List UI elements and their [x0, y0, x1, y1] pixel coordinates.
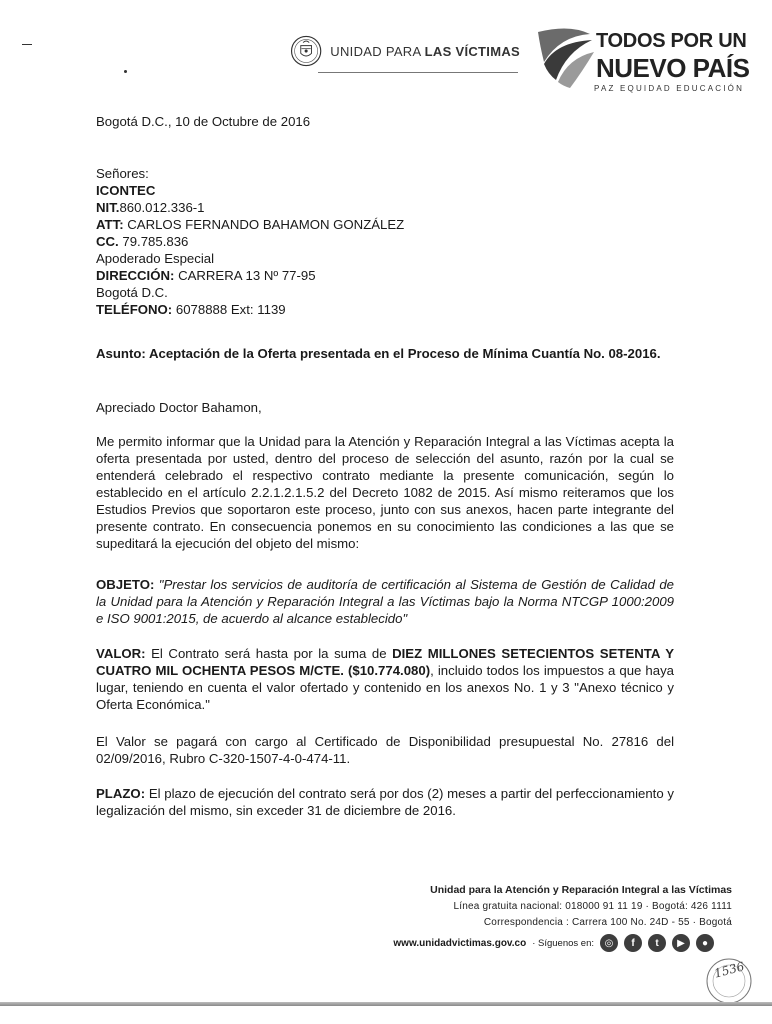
company-text: ICONTEC [96, 183, 156, 198]
cc-line [96, 233, 404, 250]
phone-line [96, 301, 404, 318]
role-line: Apoderado Especial [96, 251, 215, 266]
nit-value: 860.012.336-1 [119, 200, 205, 215]
unidad-bold: LAS VÍCTIMAS [424, 43, 520, 59]
footer-hotline: Línea gratuita nacional: 018000 91 11 19 · Bogotá: 426 1111 [453, 901, 732, 912]
unidad-prefix: UNIDAD PARA [330, 43, 425, 59]
youtube-icon[interactable]: ▶ [672, 934, 690, 952]
plazo-label: PLAZO: [96, 786, 146, 801]
paragraph-plazo [96, 785, 674, 819]
valor-amount: DIEZ MILLONES SETECIENTOS SETENTA Y CUATRO MIL OCHENTA PESOS M/CTE. ($10.774.080) [96, 646, 674, 678]
subject-line [96, 345, 661, 362]
company-name [96, 182, 404, 199]
paragraph-objeto [96, 576, 674, 627]
footer-url[interactable]: www.unidadvictimas.gov.co [393, 937, 527, 949]
scan-edge [0, 1002, 772, 1006]
phone-label: TELÉFONO: [96, 302, 173, 317]
att-value: CARLOS FERNANDO BAHAMON GONZÁLEZ [123, 217, 405, 232]
objeto-label: OBJETO: [96, 577, 155, 592]
todos-subtitle: PAZ EQUIDAD EDUCACIÓN [594, 84, 745, 93]
unidad-victimas-logo [290, 26, 520, 76]
objeto-text: "Prestar los servicios de auditoría de certificación al Sistema de Gestión de Calidad de la Unidad para la Atención y Reparación Integral a las Víctimas bajo la Norma NTCGP 1000:2009 e ISO 9001:2015, de acuerdo al alcance establecido" [96, 577, 674, 626]
address-label: DIRECCIÓN: [96, 268, 175, 283]
received-stamp [700, 950, 758, 1008]
stamp-handwriting: 1536 [712, 959, 746, 981]
phone-value: 6078888 Ext: 1139 [172, 302, 286, 317]
flickr-icon[interactable]: ● [696, 934, 714, 952]
valor-text2: , incluido todos los impuestos a que haya lugar, teniendo en cuenta el valor ofertado y contenido en los anexos No. 1 y 3 "Anexo técnico y Oferta Económica." [96, 663, 675, 712]
footer-web-row [393, 934, 714, 952]
att-line [96, 216, 404, 233]
todos-por-un-nuevo-pais-logo [530, 22, 750, 102]
nit-line [96, 199, 404, 216]
facebook-icon[interactable]: f [624, 934, 642, 952]
cc-label: CC. [96, 234, 119, 249]
footer-correspondence: Correspondencia : Carrera 100 No. 24D - 55 · Bogotá [483, 917, 732, 928]
valor-label: VALOR: [96, 646, 146, 661]
paragraph-valor-payment: El Valor se pagará con cargo al Certificado de Disponibilidad presupuestal No. 27816 del 02/09/2016, Rubro C-320-1507-4-0-474-11. [96, 734, 674, 766]
todos-line1: TODOS POR UN [596, 30, 747, 52]
paragraph-acceptance: Me permito informar que la Unidad para la Atención y Reparación Integral a las Víctimas acepta la oferta presentada por usted, dentro del proceso de selección del asunto, razón por la cual se entenderá celebrado el respectivo contrato mediante la presente comunicación, según lo establecido en el artículo 2.2.1.2.1.5.2 del Decreto 1082 de 2015. Así mismo reiteramos que los Estudios Previos que soportaron este proceso, junto con sus anexos, hacen parte integrante del presente contrato. En consecuencia ponemos en su conocimiento las condiciones a las que se supeditará la ejecución del objeto del mismo: [96, 434, 674, 551]
cc-value: 79.785.836 [118, 234, 189, 249]
header-rule [318, 72, 518, 73]
addressee-block [96, 165, 404, 318]
todos-line2: NUEVO PAÍS [596, 53, 750, 83]
valor-text1: El Contrato será hasta por la suma de [145, 646, 393, 661]
paragraph-valor [96, 645, 674, 713]
greeting: Apreciado Doctor Bahamon, [96, 400, 262, 415]
nit-label: NIT. [96, 200, 120, 215]
scan-speck [22, 44, 32, 45]
salutation-line: Señores: [96, 166, 149, 181]
city-line: Bogotá D.C. [96, 285, 168, 300]
att-label: ATT: [96, 217, 124, 232]
twitter-icon[interactable]: t [648, 934, 666, 952]
footer-entity: Unidad para la Atención y Reparación Integral a las Víctimas [430, 884, 732, 896]
subject-text: Asunto: Aceptación de la Oferta presentada en el Proceso de Mínima Cuantía No. 08-2016. [96, 346, 661, 361]
address-value: CARRERA 13 Nº 77-95 [174, 268, 316, 283]
colombia-seal-icon [290, 30, 322, 72]
social-icon[interactable]: ◎ [600, 934, 618, 952]
place-date: Bogotá D.C., 10 de Octubre de 2016 [96, 114, 311, 129]
address-line [96, 267, 404, 284]
flag-swoosh-icon [530, 22, 602, 94]
plazo-text: El plazo de ejecución del contrato será por dos (2) meses a partir del perfeccionamiento y legalización del mismo, sin exceder 31 de diciembre de 2016. [96, 786, 674, 818]
unidad-text [330, 44, 520, 59]
footer-follow: · Síguenos en: [532, 937, 594, 949]
scan-speck [124, 70, 127, 73]
